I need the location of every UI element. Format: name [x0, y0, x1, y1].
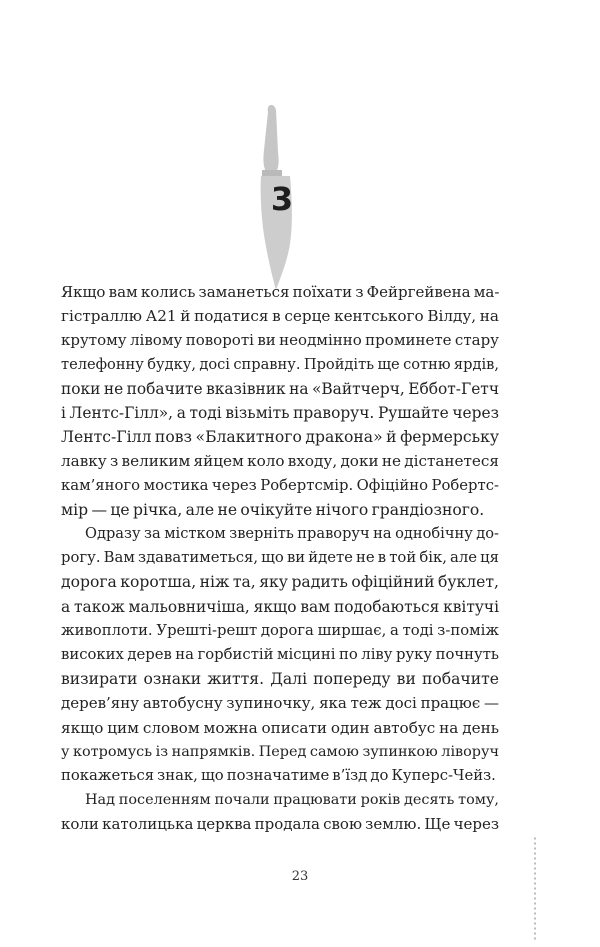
- text-line: а також мальовничіша, якщо вам подобаються квітучі: [61, 597, 499, 616]
- text-line: високих дерев на горбистій місцині по ліву руку почнуть: [61, 646, 499, 664]
- text-line: живоплоти. Урешті-решт дорога ширшає, а тоді з-поміж: [61, 621, 499, 639]
- paragraph: [61, 788, 499, 836]
- text-line: рогу. Вам здаватиметься, що ви йдете не в той бік, але ця: [61, 549, 499, 567]
- text-line: визирати ознаки життя. Далі попереду ви побачите: [61, 670, 499, 689]
- body-text: [61, 280, 499, 837]
- text-line: дорога коротша, ніж та, яку радить офіційний буклет,: [61, 573, 499, 592]
- text-line: лавку з великим яйцем коло входу, доки не дістанетеся: [61, 452, 499, 471]
- text-line: Над поселенням почали працювати років десять тому,: [85, 792, 499, 809]
- text-line: поки не побачите вказівник на «Вайтчерч, Еббот-Гетч: [61, 379, 499, 398]
- text-line: і Лентс-Гілл», а тоді візьміть праворуч. Рушайте через: [61, 404, 499, 423]
- text-line: дерев’яну автобусну зупиночку, яка теж досі працює —: [61, 694, 499, 713]
- text-line: крутому лівому повороті ви неодмінно проминете стару: [61, 331, 499, 350]
- text-line: якщо цим словом можна описати один автобус на день: [61, 718, 499, 737]
- text-line: мір — це річка, але не очікуйте нічого грандіозного.: [61, 500, 485, 519]
- knife-icon: [0, 0, 600, 300]
- text-line: у котромусь із напрямків. Перед самою зупинкою ліворуч: [61, 743, 499, 760]
- page-edge-dots: [533, 836, 537, 940]
- text-line: коли католицька церква продала свою землю. Ще через: [61, 815, 500, 834]
- chapter-number: 3: [270, 180, 294, 218]
- text-line: Якщо вам колись заманеться поїхати з Фейргейвена ма-: [61, 283, 500, 301]
- text-line: телефонну будку, досі справну. Пройдіть ще сотню ярдів,: [61, 355, 499, 373]
- text-line: покажеться знак, що позначатиме в’їзд до Куперс-Чейз.: [61, 767, 496, 785]
- paragraph: [61, 280, 499, 522]
- text-line: Лентс-Гілл повз «Блакитного дракона» й фермерську: [61, 428, 499, 447]
- paragraph: [61, 522, 499, 788]
- page-number: 23: [291, 869, 309, 884]
- text-line: Одразу за містком зверніть праворуч на однобічну до-: [85, 525, 499, 543]
- text-line: гістраллю А21 й податися в серце кентського Вілду, на: [61, 307, 499, 326]
- text-line: кам’яного мостика через Робертсмір. Офіційно Робертс-: [61, 476, 499, 494]
